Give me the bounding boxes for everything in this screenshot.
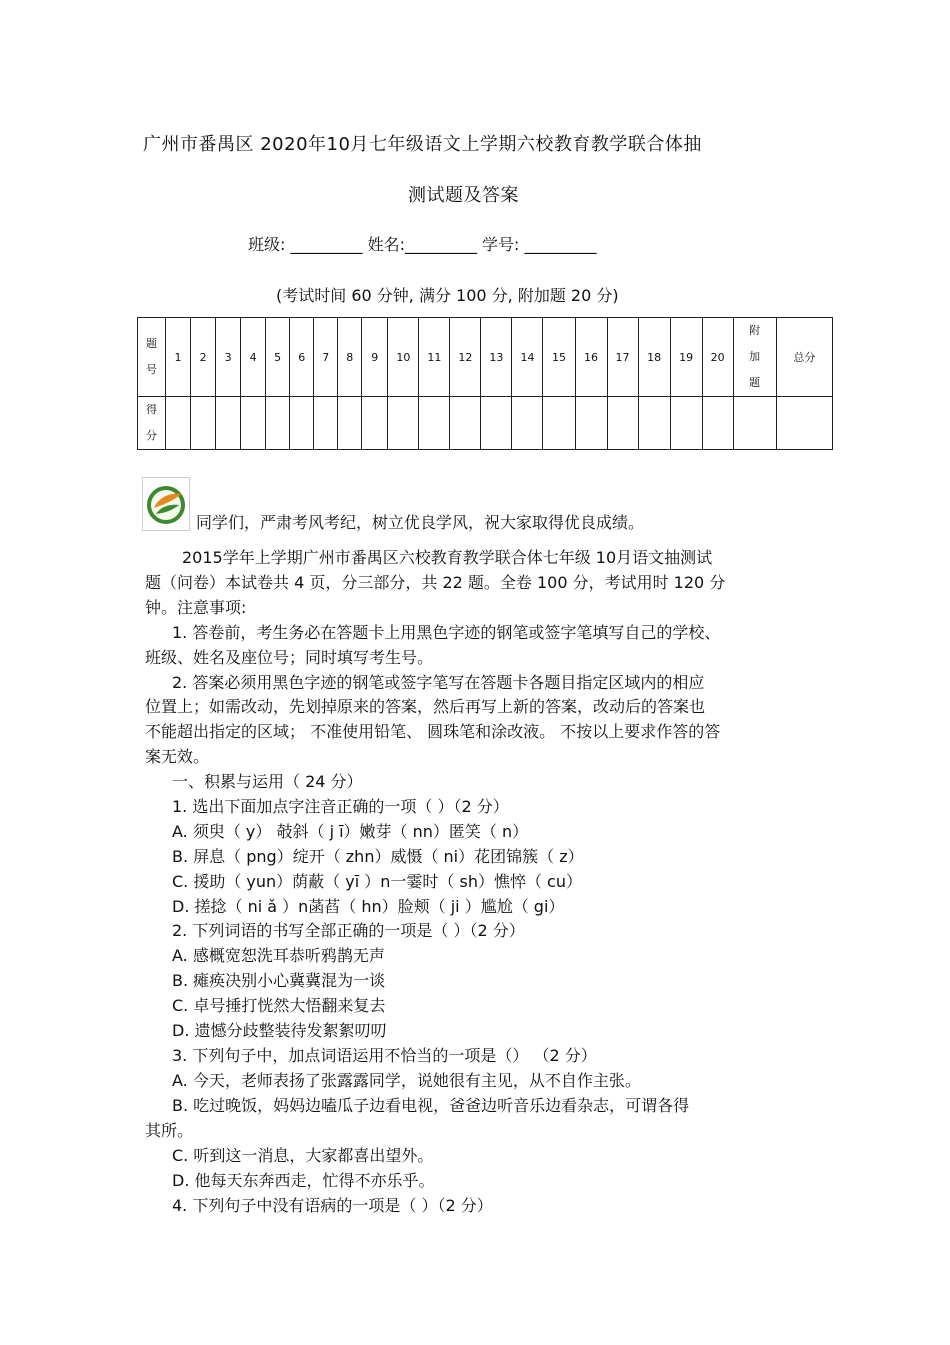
- intro-line: 2015学年上学期广州市番禺区六校教育教学联合体七年级 10月语文抽测试: [182, 548, 713, 567]
- score-cell: [733, 397, 776, 450]
- question-option: B. 瘫痪决别小心冀冀混为一谈: [172, 971, 386, 990]
- question-number-cell: 13: [481, 318, 512, 397]
- score-cell: [362, 397, 388, 450]
- leaf-logo-icon: [142, 477, 190, 531]
- question-option: C. 听到这一消息，大家都喜出望外。: [172, 1146, 434, 1165]
- score-cell: [241, 397, 266, 450]
- question-stem: 4. 下列句子中没有语病的一项是（ ）（2 分）: [172, 1196, 493, 1215]
- question-number-cell: 15: [543, 318, 575, 397]
- question-number-cell: 17: [607, 318, 638, 397]
- question-number-cell: 11: [419, 318, 450, 397]
- section-heading: 一、积累与运用（ 24 分）: [172, 772, 363, 791]
- question-stem: 2. 下列词语的书写全部正确的一项是（ ）（2 分）: [172, 921, 525, 940]
- score-cell: [191, 397, 216, 450]
- score-table: [137, 317, 833, 450]
- note-line: 不能超出指定的区域； 不准使用铅笔、 圆珠笔和涂改液。 不按以上要求作答的答: [145, 722, 721, 741]
- table-header-row: [138, 318, 833, 397]
- note-line: 位置上；如需改动，先划掉原来的答案，然后再写上新的答案，改动后的答案也: [145, 697, 706, 716]
- question-number-cell: 5: [266, 318, 290, 397]
- question-number-cell: 4: [241, 318, 266, 397]
- score-cell: [166, 397, 191, 450]
- note-line: 2. 答案必须用黑色字迹的钢笔或签字笔写在答题卡各题目指定区域内的相应: [172, 673, 705, 692]
- question-option: D. 遗憾分歧整装待发絮絮叨叨: [172, 1021, 387, 1040]
- question-number-cell: 10: [388, 318, 419, 397]
- question-number-cell: 6: [290, 318, 314, 397]
- question-number-cell: 7: [314, 318, 338, 397]
- score-cell: [575, 397, 607, 450]
- question-option: D. 搓捻（ ni ǎ ）n菡萏（ hn）脸颊（ ji ）尴尬（ gi）: [172, 897, 565, 916]
- score-cell: [388, 397, 419, 450]
- page-title-line2: 测试题及答案: [408, 185, 519, 206]
- score-row: [138, 397, 833, 450]
- question-option: B. 屏息（ png）绽开（ zhn）威慑（ ni）花团锦簇（ z）: [172, 847, 584, 866]
- question-number-cell: 12: [450, 318, 481, 397]
- intro-line: 题（问卷）本试卷共 4 页，分三部分，共 22 题。全卷 100 分，考试用时 120 分: [145, 573, 726, 592]
- intro-line: 钟。注意事项:: [145, 598, 247, 617]
- score-label: 得 分: [138, 397, 166, 450]
- score-cell: [419, 397, 450, 450]
- question-number-cell: 14: [512, 318, 543, 397]
- score-cell: [216, 397, 241, 450]
- question-option: C. 援助（ yun）荫蔽（ yī ）n一霎时（ sh）憔悴（ cu）: [172, 872, 582, 891]
- question-number-cell: 2: [191, 318, 216, 397]
- score-cell: [314, 397, 338, 450]
- extra-question-label: 附 加 题: [733, 318, 776, 397]
- score-cell: [702, 397, 733, 450]
- question-number-cell: 1: [166, 318, 191, 397]
- question-option: B. 吃过晚饭，妈妈边嗑瓜子边看电视，爸爸边听音乐边看杂志，可谓各得: [172, 1096, 690, 1115]
- score-cell: [543, 397, 575, 450]
- question-stem: 1. 选出下面加点字注音正确的一项（ ）（2 分）: [172, 797, 509, 816]
- score-cell: [670, 397, 702, 450]
- page-title-line1: 广州市番禺区 2020年10月七年级语文上学期六校教育教学联合体抽: [143, 134, 702, 155]
- score-cell: [338, 397, 362, 450]
- question-number-cell: 18: [638, 318, 670, 397]
- question-number-label: 题 号: [138, 318, 166, 397]
- score-cell: [450, 397, 481, 450]
- score-cell: [512, 397, 543, 450]
- question-option: D. 他每天东奔西走，忙得不亦乐乎。: [172, 1171, 435, 1190]
- question-number-cell: 3: [216, 318, 241, 397]
- note-line: 案无效。: [145, 747, 210, 766]
- score-cell: [266, 397, 290, 450]
- score-cell: [776, 397, 832, 450]
- note-line: 1. 答卷前，考生务必在答题卡上用黑色字迹的钢笔或签字笔填写自己的学校、: [172, 623, 721, 642]
- student-info-fields: 班级: _________ 姓名:_________ 学号: _________: [248, 235, 597, 254]
- question-option: A. 须臾（ y） 攲斜（ j ī）嫩芽（ nn）匿笑（ n）: [172, 822, 529, 841]
- question-option: C. 卓号捶打恍然大悟翻来复去: [172, 996, 386, 1015]
- question-number-cell: 8: [338, 318, 362, 397]
- greeting: 同学们，严肃考风考纪，树立优良学风，祝大家取得优良成绩。: [196, 513, 645, 532]
- score-cell: [290, 397, 314, 450]
- exam-info: (考试时间 60 分钟, 满分 100 分, 附加题 20 分): [276, 286, 619, 305]
- note-line: 班级、姓名及座位号；同时填写考生号。: [145, 648, 434, 667]
- question-number-cell: 20: [702, 318, 733, 397]
- score-cell: [481, 397, 512, 450]
- total-score-label: 总分: [776, 318, 832, 397]
- question-option: 其所。: [145, 1121, 194, 1140]
- question-number-cell: 9: [362, 318, 388, 397]
- score-cell: [607, 397, 638, 450]
- question-option: A. 今天，老师表扬了张露露同学，说她很有主见，从不自作主张。: [172, 1071, 641, 1090]
- question-number-cell: 19: [670, 318, 702, 397]
- question-option: A. 感概宽恕洗耳恭听鸦鹊无声: [172, 946, 385, 965]
- question-stem: 3. 下列句子中，加点词语运用不恰当的一项是（） （2 分）: [172, 1046, 597, 1065]
- score-cell: [638, 397, 670, 450]
- question-number-cell: 16: [575, 318, 607, 397]
